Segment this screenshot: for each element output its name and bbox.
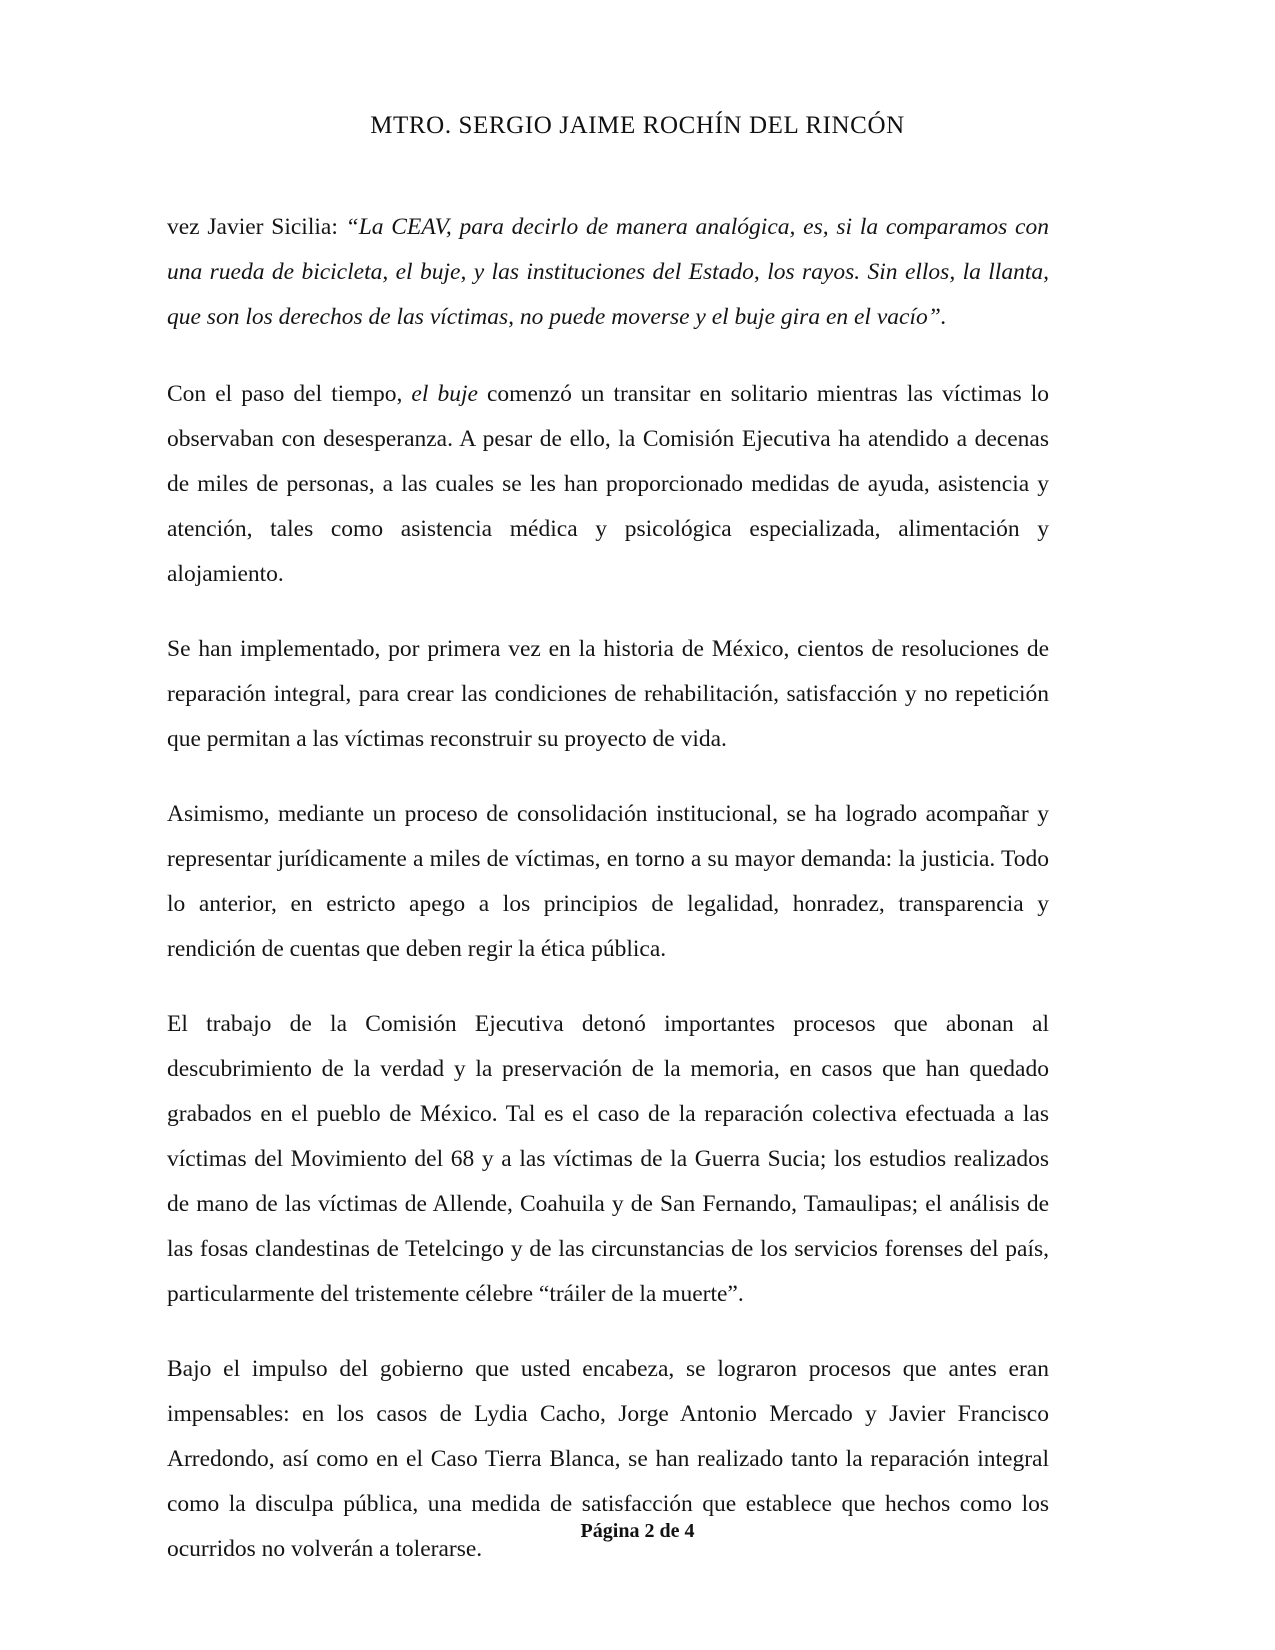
paragraph-5: El trabajo de la Comisión Ejecutiva detonó importantes procesos que abonan al descubrimiento de la verdad y la preservación de la memoria, en casos que han quedado grabados en el pueblo de México. Tal es el caso de la reparación colectiva efectuada a las víctimas del Movimiento del 68 y a las víctimas de la Guerra Sucia; los estudios realizados de mano de las víctimas de Allende, Coahuila y de San Fernando, Tamaulipas; el análisis de las fosas clandestinas de Tetelcingo y de las circunstancias de los servicios forenses del país, particularmente del tristemente célebre “tráiler de la muerte”. (167, 1011, 1049, 1307)
paragraph-6: Bajo el impulso del gobierno que usted encabeza, se lograron procesos que antes eran impensables: en los casos de Lydia Cacho, Jorge Antonio Mercado y Javier Francisco Arredondo, así como en el Caso Tierra Blanca, se han realizado tanto la reparación integral como la disculpa pública, una medida de satisfacción que establece que hechos como los ocurridos no volverán a tolerarse. (167, 1356, 1049, 1562)
page-footer (0, 1520, 1275, 1543)
paragraph-2-part1: Con el paso del tiempo, (167, 381, 412, 407)
page-number-label: Página 2 de 4 (580, 1520, 695, 1542)
document-body (167, 205, 1049, 1572)
quote-lead-text: vez Javier Sicilia: (167, 214, 346, 240)
paragraph-2-part2: comenzó un transitar en solitario mientras las víctimas lo observaban con desesperanza. A pesar de ello, la Comisión Ejecutiva ha atendido a decenas de miles de personas, a las cuales se les han proporcionado medidas de ayuda, asistencia y atención, tales como asistencia médica y psicológica especializada, alimentación y alojamiento. (167, 381, 1049, 587)
paragraph-quote (167, 205, 1049, 340)
paragraph-2-emphasis: el buje (411, 381, 478, 407)
page-title: MTRO. SERGIO JAIME ROCHÍN DEL RINCÓN (370, 112, 905, 139)
paragraph-4: Asimismo, mediante un proceso de consolidación institucional, se ha logrado acompañar y representar jurídicamente a miles de víctimas, en torno a su mayor demanda: la justicia. Todo lo anterior, en estricto apego a los principios de legalidad, honradez, transparencia y rendición de cuentas que deben regir la ética pública. (167, 801, 1049, 962)
quote-text: “La CEAV, para decirlo de manera analógica, es, si la comparamos con una rueda de bicicleta, el buje, y las instituciones del Estado, los rayos. Sin ellos, la llanta, que son los derechos de las víctimas, no puede moverse y el buje gira en el vacío”. (167, 214, 1049, 330)
page-header (0, 112, 1275, 140)
paragraph-3: Se han implementado, por primera vez en la historia de México, cientos de resoluciones de reparación integral, para crear las condiciones de rehabilitación, satisfacción y no repetición que permitan a las víctimas reconstruir su proyecto de vida. (167, 636, 1049, 752)
paragraph-2 (167, 372, 1049, 597)
